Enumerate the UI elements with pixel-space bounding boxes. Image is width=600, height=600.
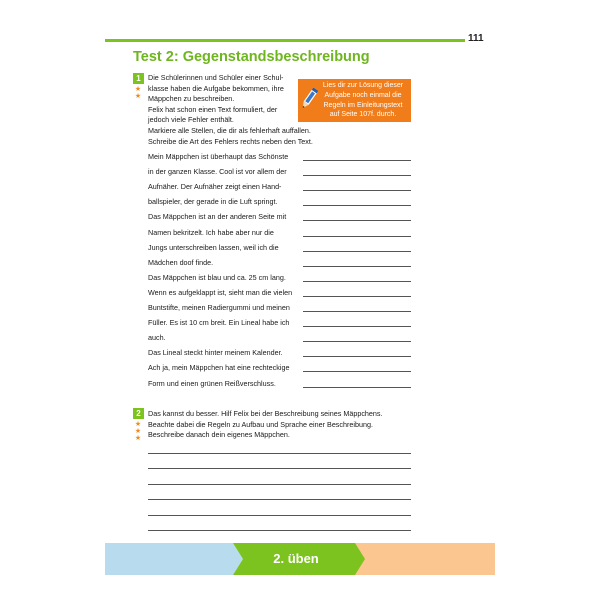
text-line: ballspieler, der gerade in die Luft springt. (148, 197, 278, 207)
answer-line[interactable] (303, 326, 411, 327)
answer-line[interactable] (303, 175, 411, 176)
tip-line: Aufgabe noch einmal die (324, 91, 402, 99)
page-number: 111 (468, 33, 484, 44)
text-line-row (148, 331, 413, 345)
text-line-row (148, 361, 413, 375)
tip-line: Regeln im Einleitungstext (323, 101, 403, 109)
answer-line[interactable] (303, 356, 411, 357)
writing-line[interactable] (148, 484, 411, 485)
text-line-row (148, 346, 413, 360)
text-line: Ach ja, mein Mäppchen hat eine rechteckige (148, 363, 290, 373)
text-line-row (148, 377, 413, 391)
text-line: Das Mäppchen ist blau und ca. 25 cm lang. (148, 272, 286, 282)
instruction-line: Felix hat schon einen Text formuliert, der (148, 104, 278, 114)
instruction-line: Beschreibe danach dein eigenes Mäppchen. (148, 430, 290, 440)
task-1-instructions (148, 73, 313, 147)
star-icon: ★ (134, 86, 142, 93)
answer-line[interactable] (303, 205, 411, 206)
header-rule (105, 39, 465, 42)
text-line-row (148, 165, 413, 179)
answer-line[interactable] (303, 266, 411, 267)
text-line: Mädchen doof finde. (148, 257, 214, 267)
page-title: Test 2: Gegenstandsbeschreibung (133, 49, 370, 65)
text-line: Das Lineal steckt hinter meinem Kalender. (148, 348, 283, 358)
text-line-row (148, 256, 413, 270)
text-line: Das Mäppchen ist an der anderen Seite mit (148, 212, 287, 222)
text-line-row (148, 150, 413, 164)
star-icon: ★ ★ (134, 428, 142, 442)
text-line-row (148, 301, 413, 315)
instruction-line: klasse haben die Aufgabe bekommen, ihre (148, 83, 284, 93)
answer-line[interactable] (303, 190, 411, 191)
text-line: Füller. Es ist 10 cm breit. Ein Lineal habe ich (148, 318, 290, 328)
text-line-row (148, 241, 413, 255)
task-2-number-badge: 2 (133, 408, 144, 419)
tip-box (298, 79, 411, 122)
task-2-instructions (148, 409, 383, 441)
answer-line[interactable] (303, 296, 411, 297)
text-line-row (148, 271, 413, 285)
text-line: auch. (148, 333, 166, 343)
instruction-line: jedoch viele Fehler enthält. (148, 115, 234, 125)
instruction-line: Markiere alle Stellen, die dir als fehlerhaft auffallen. (148, 125, 311, 135)
star-icon: ★ (134, 93, 142, 100)
instruction-line: Schreibe die Art des Fehlers rechts neben den Text. (148, 136, 313, 146)
text-line-row (148, 286, 413, 300)
writing-line[interactable] (148, 530, 411, 531)
text-line: Form und einen grünen Reißverschluss. (148, 378, 276, 388)
text-line: Wenn es aufgeklappt ist, sieht man die vielen (148, 287, 293, 297)
instruction-line: Die Schülerinnen und Schüler einer Schul- (148, 73, 284, 82)
instruction-line: Mäppchen zu beschreiben. (148, 94, 235, 104)
text-line-row (148, 226, 413, 240)
footer-right-band (350, 543, 495, 575)
text-line-row (148, 195, 413, 209)
answer-line[interactable] (303, 160, 411, 161)
text-line: Buntstifte, meinen Radiergummi und meinen (148, 303, 290, 312)
answer-line[interactable] (303, 341, 411, 342)
tip-line: auf Seite 107f. durch. (329, 111, 397, 119)
writing-line[interactable] (148, 515, 411, 516)
answer-line[interactable] (303, 387, 411, 388)
footer-section-label: 2. üben (273, 551, 319, 566)
text-line: Mein Mäppchen ist überhaupt das Schönste (148, 152, 289, 161)
task-1-number-badge: 1 (133, 73, 144, 84)
instruction-line: Das kannst du besser. Hilf Felix bei der Beschreibung seines Mäppchens. (148, 409, 383, 418)
tip-text (318, 81, 408, 120)
answer-line[interactable] (303, 281, 411, 282)
text-line: in der ganzen Klasse. Cool ist vor allem der (148, 167, 287, 177)
task-2-difficulty-stars (131, 421, 145, 442)
text-line-row (148, 210, 413, 224)
answer-line[interactable] (303, 236, 411, 237)
answer-line[interactable] (303, 220, 411, 221)
writing-line[interactable] (148, 468, 411, 469)
writing-line[interactable] (148, 499, 411, 500)
text-line-row (148, 316, 413, 330)
task-1-difficulty-stars (134, 86, 142, 100)
instruction-line: Beachte dabei die Regeln zu Aufbau und Sprache einer Beschreibung. (148, 419, 373, 429)
answer-line[interactable] (303, 371, 411, 372)
star-icon: ★ (134, 421, 142, 428)
answer-line[interactable] (303, 251, 411, 252)
writing-line[interactable] (148, 453, 411, 454)
tip-line: Lies dir zur Lösung dieser (322, 82, 404, 89)
text-line: Aufnäher. Der Aufnäher zeigt einen Hand- (148, 182, 282, 192)
pencil-icon (300, 85, 318, 113)
text-line: Jungs unterschreiben lassen, weil ich die (148, 242, 279, 252)
text-line-row (148, 180, 413, 194)
answer-line[interactable] (303, 311, 411, 312)
text-line: Namen bekritzelt. Ich habe aber nur die (148, 227, 274, 237)
